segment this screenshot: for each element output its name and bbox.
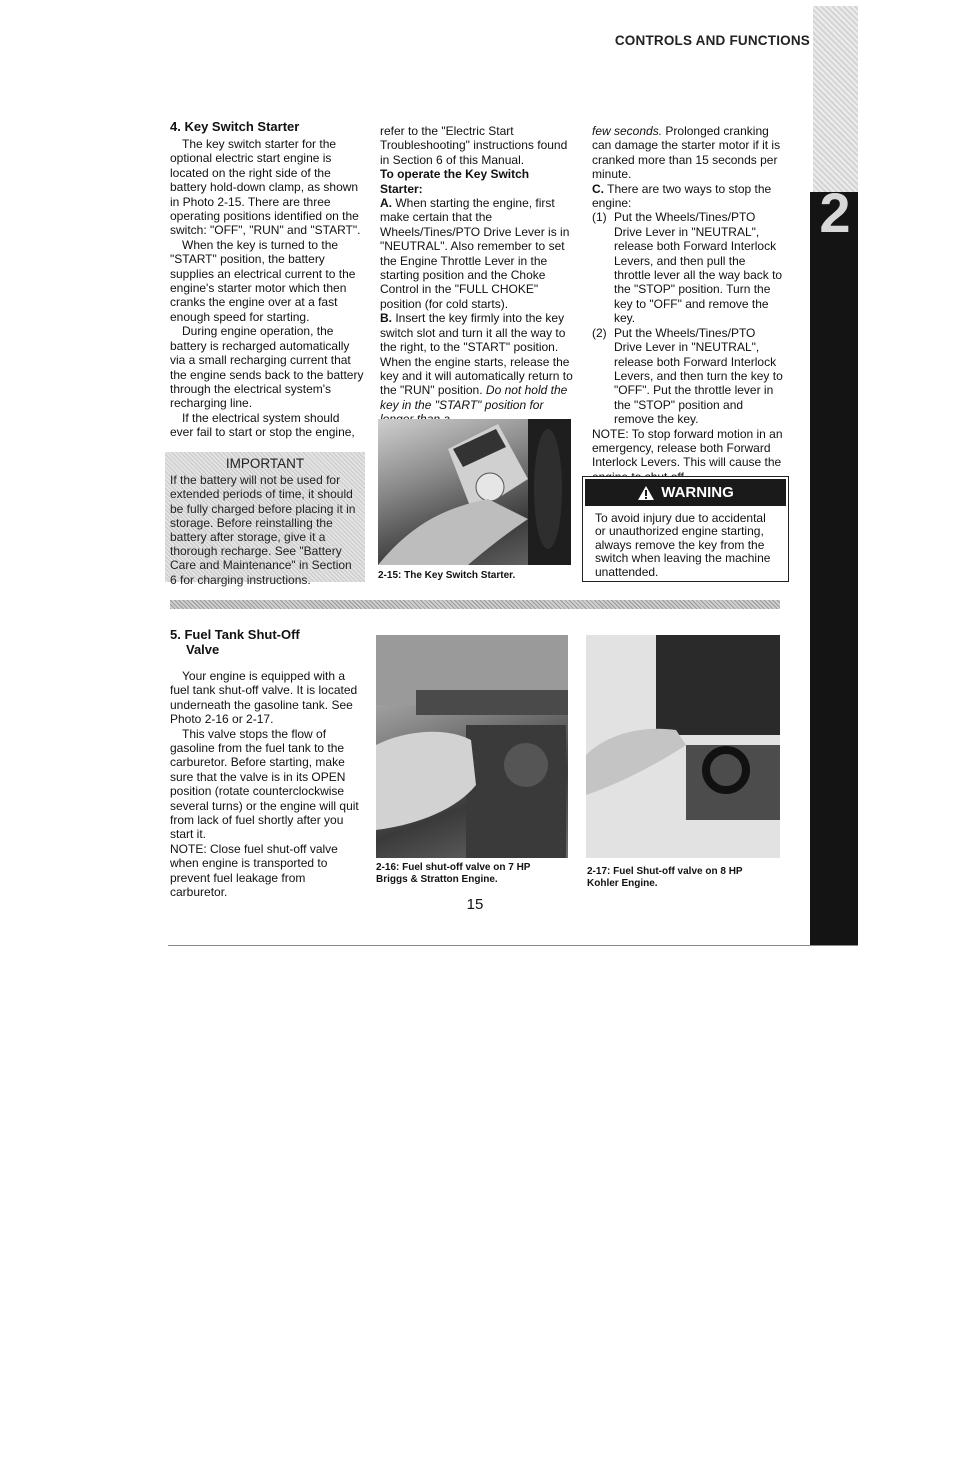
section4-heading: 4. Key Switch Starter: [170, 119, 300, 134]
section-tab-number: 2: [819, 181, 851, 244]
section5-col1: [170, 627, 365, 900]
warning-header: [585, 479, 786, 506]
step-a: [380, 196, 574, 311]
list-text: Put the Wheels/Tines/PTO Drive Lever in "NEUTRAL", release both Forward Interlock Levers, and then turn the key to "OFF". Put the throttle lever in the "STOP" position and remove the key.: [614, 325, 783, 427]
warning-text: To avoid injury due to accidental or unauthorized engine starting, always remove the key from the switch when leaving the machine unattended.: [595, 511, 771, 579]
step-label: C.: [592, 181, 604, 196]
section5-heading-cont: Valve: [186, 642, 220, 657]
section-tab: [810, 192, 858, 946]
important-notice: [165, 452, 365, 587]
subheading: To operate the Key Switch Starter:: [380, 167, 530, 196]
section4-col2: [380, 124, 574, 427]
step-label: A.: [380, 196, 392, 211]
step-text-italic: Do not hold the key in the "START" position for: [380, 383, 568, 412]
photo-caption-2-16: [376, 862, 576, 886]
caption-line: Kohler Engine.: [587, 878, 658, 889]
caption-line: Briggs & Stratton Engine.: [376, 874, 498, 885]
section4-col1: [170, 119, 366, 440]
text: Prolonged cranking can damage the starter motor if it is cranked more than 15 seconds per minute.: [592, 124, 781, 182]
step-text: Insert the key firmly into the key switch slot and turn it all the way to the right, to the "START" position. When the engine starts, release the key and it will automatically return to the "RUN" position.: [380, 311, 573, 398]
list-item: [592, 210, 784, 325]
important-title: IMPORTANT: [225, 456, 305, 471]
section-divider: [170, 600, 780, 609]
bottom-rule: [168, 945, 858, 946]
list-item: [592, 326, 784, 427]
paragraph: During engine operation, the battery is recharged automatically via a small recharging current that the engine sends back to the battery through the electrical system's recharging line.: [170, 324, 364, 411]
step-text: There are two ways to stop the engine:: [592, 181, 772, 211]
list-number: (1): [592, 210, 607, 225]
list-text: Put the Wheels/Tines/PTO Drive Lever in "NEUTRAL", release both Forward Interlock Levers, and then pull the throttle lever all the way back to the "STOP" position. Turn the key to "OFF" and remove the key.: [614, 210, 783, 326]
page-header-title: CONTROLS AND FUNCTIONS: [614, 33, 810, 48]
list-number: (2): [592, 325, 607, 340]
step-label: B.: [380, 311, 392, 326]
photo-caption-2-17: [587, 866, 787, 890]
step-c: [592, 182, 784, 211]
warning-notice: [582, 476, 789, 582]
note: NOTE: Close fuel shut-off valve when engine is transported to prevent fuel leakage from carburetor.: [170, 841, 338, 900]
photo-fuel-valve-kohler: [586, 635, 780, 858]
photo-key-switch-drawing: [378, 419, 571, 565]
photo-caption-2-15: 2-15: The Key Switch Starter.: [378, 570, 516, 581]
warning-triangle-icon: [637, 485, 655, 501]
paragraph: This valve stops the flow of gasoline from the fuel tank to the carburetor. Before starting, make sure that the valve is in its OPEN position (rotate counterclockwise several turns) or the engine will quit from lack of fuel shortly after you start it.: [170, 726, 359, 842]
paragraph: If the electrical system should ever fail to start or stop the engine,: [170, 410, 355, 440]
photo-fuel-valve-kohler-drawing: [586, 635, 780, 858]
caption-line: 2-16: Fuel shut-off valve on 7 HP: [376, 862, 531, 873]
photo-fuel-valve-briggs-drawing: [376, 635, 568, 858]
important-text: If the battery will not be used for extended periods of time, it should be fully charged before placing it in storage. Before reinstalling the battery after storage, give it a thorough recharge. See "Battery Care and Maintenance" in Section 6 for charging instructions.: [170, 473, 356, 587]
paragraph: The key switch starter for the optional electric start engine is located on the right side of the battery hold-down clamp, as shown in Photo 2-15. There are three operating positions identified on the switch: "OFF", "RUN" and "START".: [170, 137, 361, 238]
step-b: [380, 311, 574, 426]
section-tab-pattern: [813, 6, 858, 192]
paragraph: [592, 124, 784, 182]
warning-title: WARNING: [661, 484, 734, 501]
step-text: When starting the engine, first make certain that the Wheels/Tines/PTO Drive Lever is in "NEUTRAL". Also remember to set the Engine Throttle Lever in the starting position and the Choke Control in the "FULL CHOKE" position (for cold starts).: [380, 196, 570, 311]
note: NOTE: To stop forward motion in an emergency, release both Forward Interlock Levers. This will cause the: [592, 426, 783, 470]
caption-line: 2-17: Fuel Shut-off valve on 8 HP: [587, 866, 743, 877]
paragraph: When the key is turned to the "START" position, the battery supplies an electrical current to the engine's starter motor which then cranks the engine over at a fast enough speed for starting.: [170, 237, 356, 324]
section4-col3: [592, 124, 784, 484]
paragraph: refer to the "Electric Start Troubleshooting" instructions found in Section 6 of this Manual.: [380, 124, 568, 167]
photo-fuel-valve-briggs: [376, 635, 568, 858]
photo-key-switch: [378, 419, 571, 565]
page-number: 15: [466, 896, 484, 913]
paragraph: Your engine is equipped with a fuel tank shut-off valve. It is located underneath the gasoline tank. See Photo 2-16 or 2-17.: [170, 669, 358, 727]
text-italic: few seconds.: [592, 124, 663, 138]
section5-heading: 5. Fuel Tank Shut-Off: [170, 627, 300, 642]
